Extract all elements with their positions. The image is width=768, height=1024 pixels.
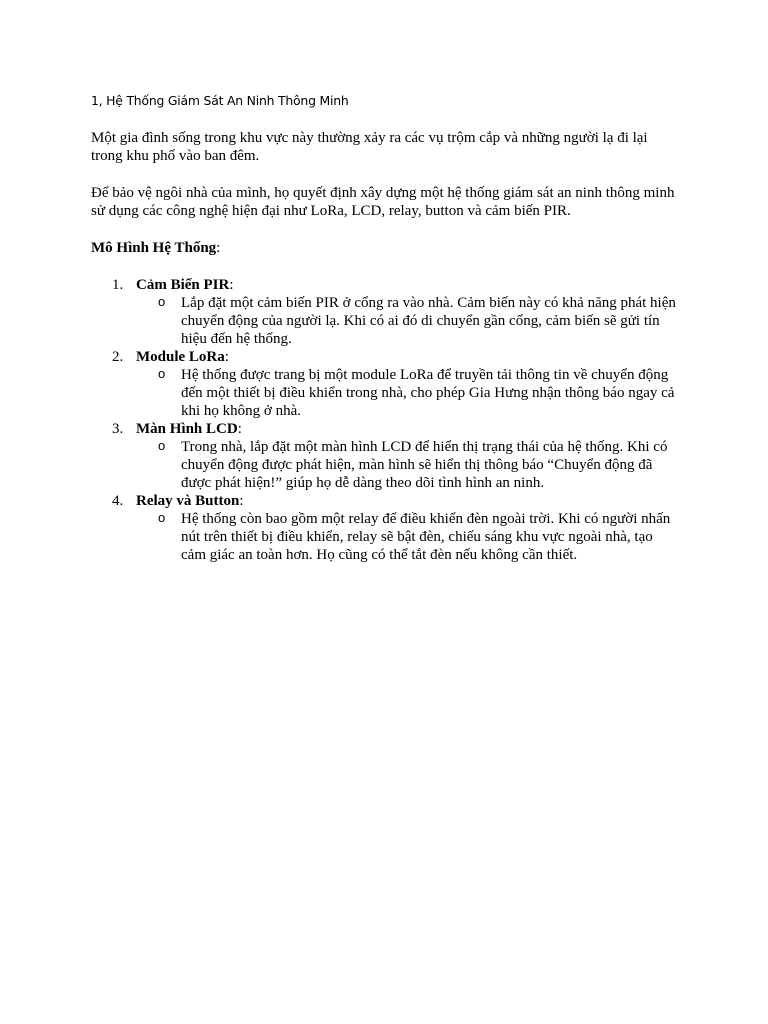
system-component-list — [91, 276, 681, 564]
document-heading: 1, Hệ Thống Giám Sát An Ninh Thông Minh — [91, 93, 349, 108]
list-item-detail — [136, 366, 681, 420]
list-item-pir — [91, 276, 681, 348]
section-title-colon: : — [216, 240, 221, 256]
list-item-colon: : — [224, 349, 229, 365]
list-item-title: Màn Hình LCD — [136, 421, 238, 437]
list-item-number: 3. — [112, 421, 124, 437]
section-title-text: Mô Hình Hệ Thống — [91, 240, 217, 256]
paragraph-intro: Một gia đình sống trong khu vực này thường xảy ra các vụ trộm cắp và những người lạ đi lại trong khu phố vào ban đêm. — [91, 130, 648, 164]
list-item-title: Relay và Button — [136, 493, 240, 509]
list-item-detail-text: Hệ thống được trang bị một module LoRa để truyền tải thông tin về chuyển động đến một thiết bị điều khiển trong nhà, cho phép Gia Hưng nhận thông báo ngay cả khi họ không ở nhà. — [181, 367, 675, 419]
list-item-relay — [91, 492, 681, 564]
list-item-colon: : — [229, 277, 234, 293]
list-item-number: 2. — [112, 349, 124, 365]
list-item-colon: : — [237, 421, 242, 437]
list-item-detail — [136, 294, 681, 348]
list-item-number: 1. — [112, 277, 124, 293]
paragraph-purpose: Để bảo vệ ngôi nhà của mình, họ quyết định xây dựng một hệ thống giám sát an ninh thông minh sử dụng các công nghệ hiện đại như LoRa, LCD, relay, button và cảm biến PIR. — [91, 185, 675, 219]
circle-bullet-icon: o — [158, 510, 166, 525]
circle-bullet-icon: o — [158, 294, 166, 309]
list-item-number: 4. — [112, 493, 124, 509]
list-item-detail-text: Trong nhà, lắp đặt một màn hình LCD để hiển thị trạng thái của hệ thống. Khi có chuyển động được phát hiện, màn hình sẽ hiển thị thông báo “Chuyển động đã được phát hiện!” giúp họ dễ dàng theo dõi tình hình an ninh. — [181, 439, 668, 491]
list-item-title: Cảm Biến PIR — [136, 277, 230, 293]
circle-bullet-icon: o — [158, 366, 166, 381]
section-title — [91, 239, 681, 257]
list-item-detail-text: Hệ thống còn bao gồm một relay để điều khiển đèn ngoài trời. Khi có người nhấn nút trên thiết bị điều khiển, relay sẽ bật đèn, chiếu sáng khu vực ngoài nhà, tạo cảm giác an toàn hơn. Họ cũng có thể tắt đèn nếu không cần thiết. — [181, 511, 671, 563]
list-item-detail — [136, 510, 681, 564]
list-item-lora — [91, 348, 681, 420]
list-item-title: Module LoRa — [136, 349, 225, 365]
list-item-detail-text: Lắp đặt một cảm biến PIR ở cổng ra vào nhà. Cảm biến này có khả năng phát hiện chuyển động của người lạ. Khi có ai đó di chuyển gần cổng, cảm biến sẽ gửi tín hiệu đến hệ thống. — [181, 295, 676, 347]
list-item-detail — [136, 438, 681, 492]
list-item-colon: : — [239, 493, 244, 509]
circle-bullet-icon: o — [158, 438, 166, 453]
document-content — [91, 92, 681, 564]
list-item-lcd — [91, 420, 681, 492]
